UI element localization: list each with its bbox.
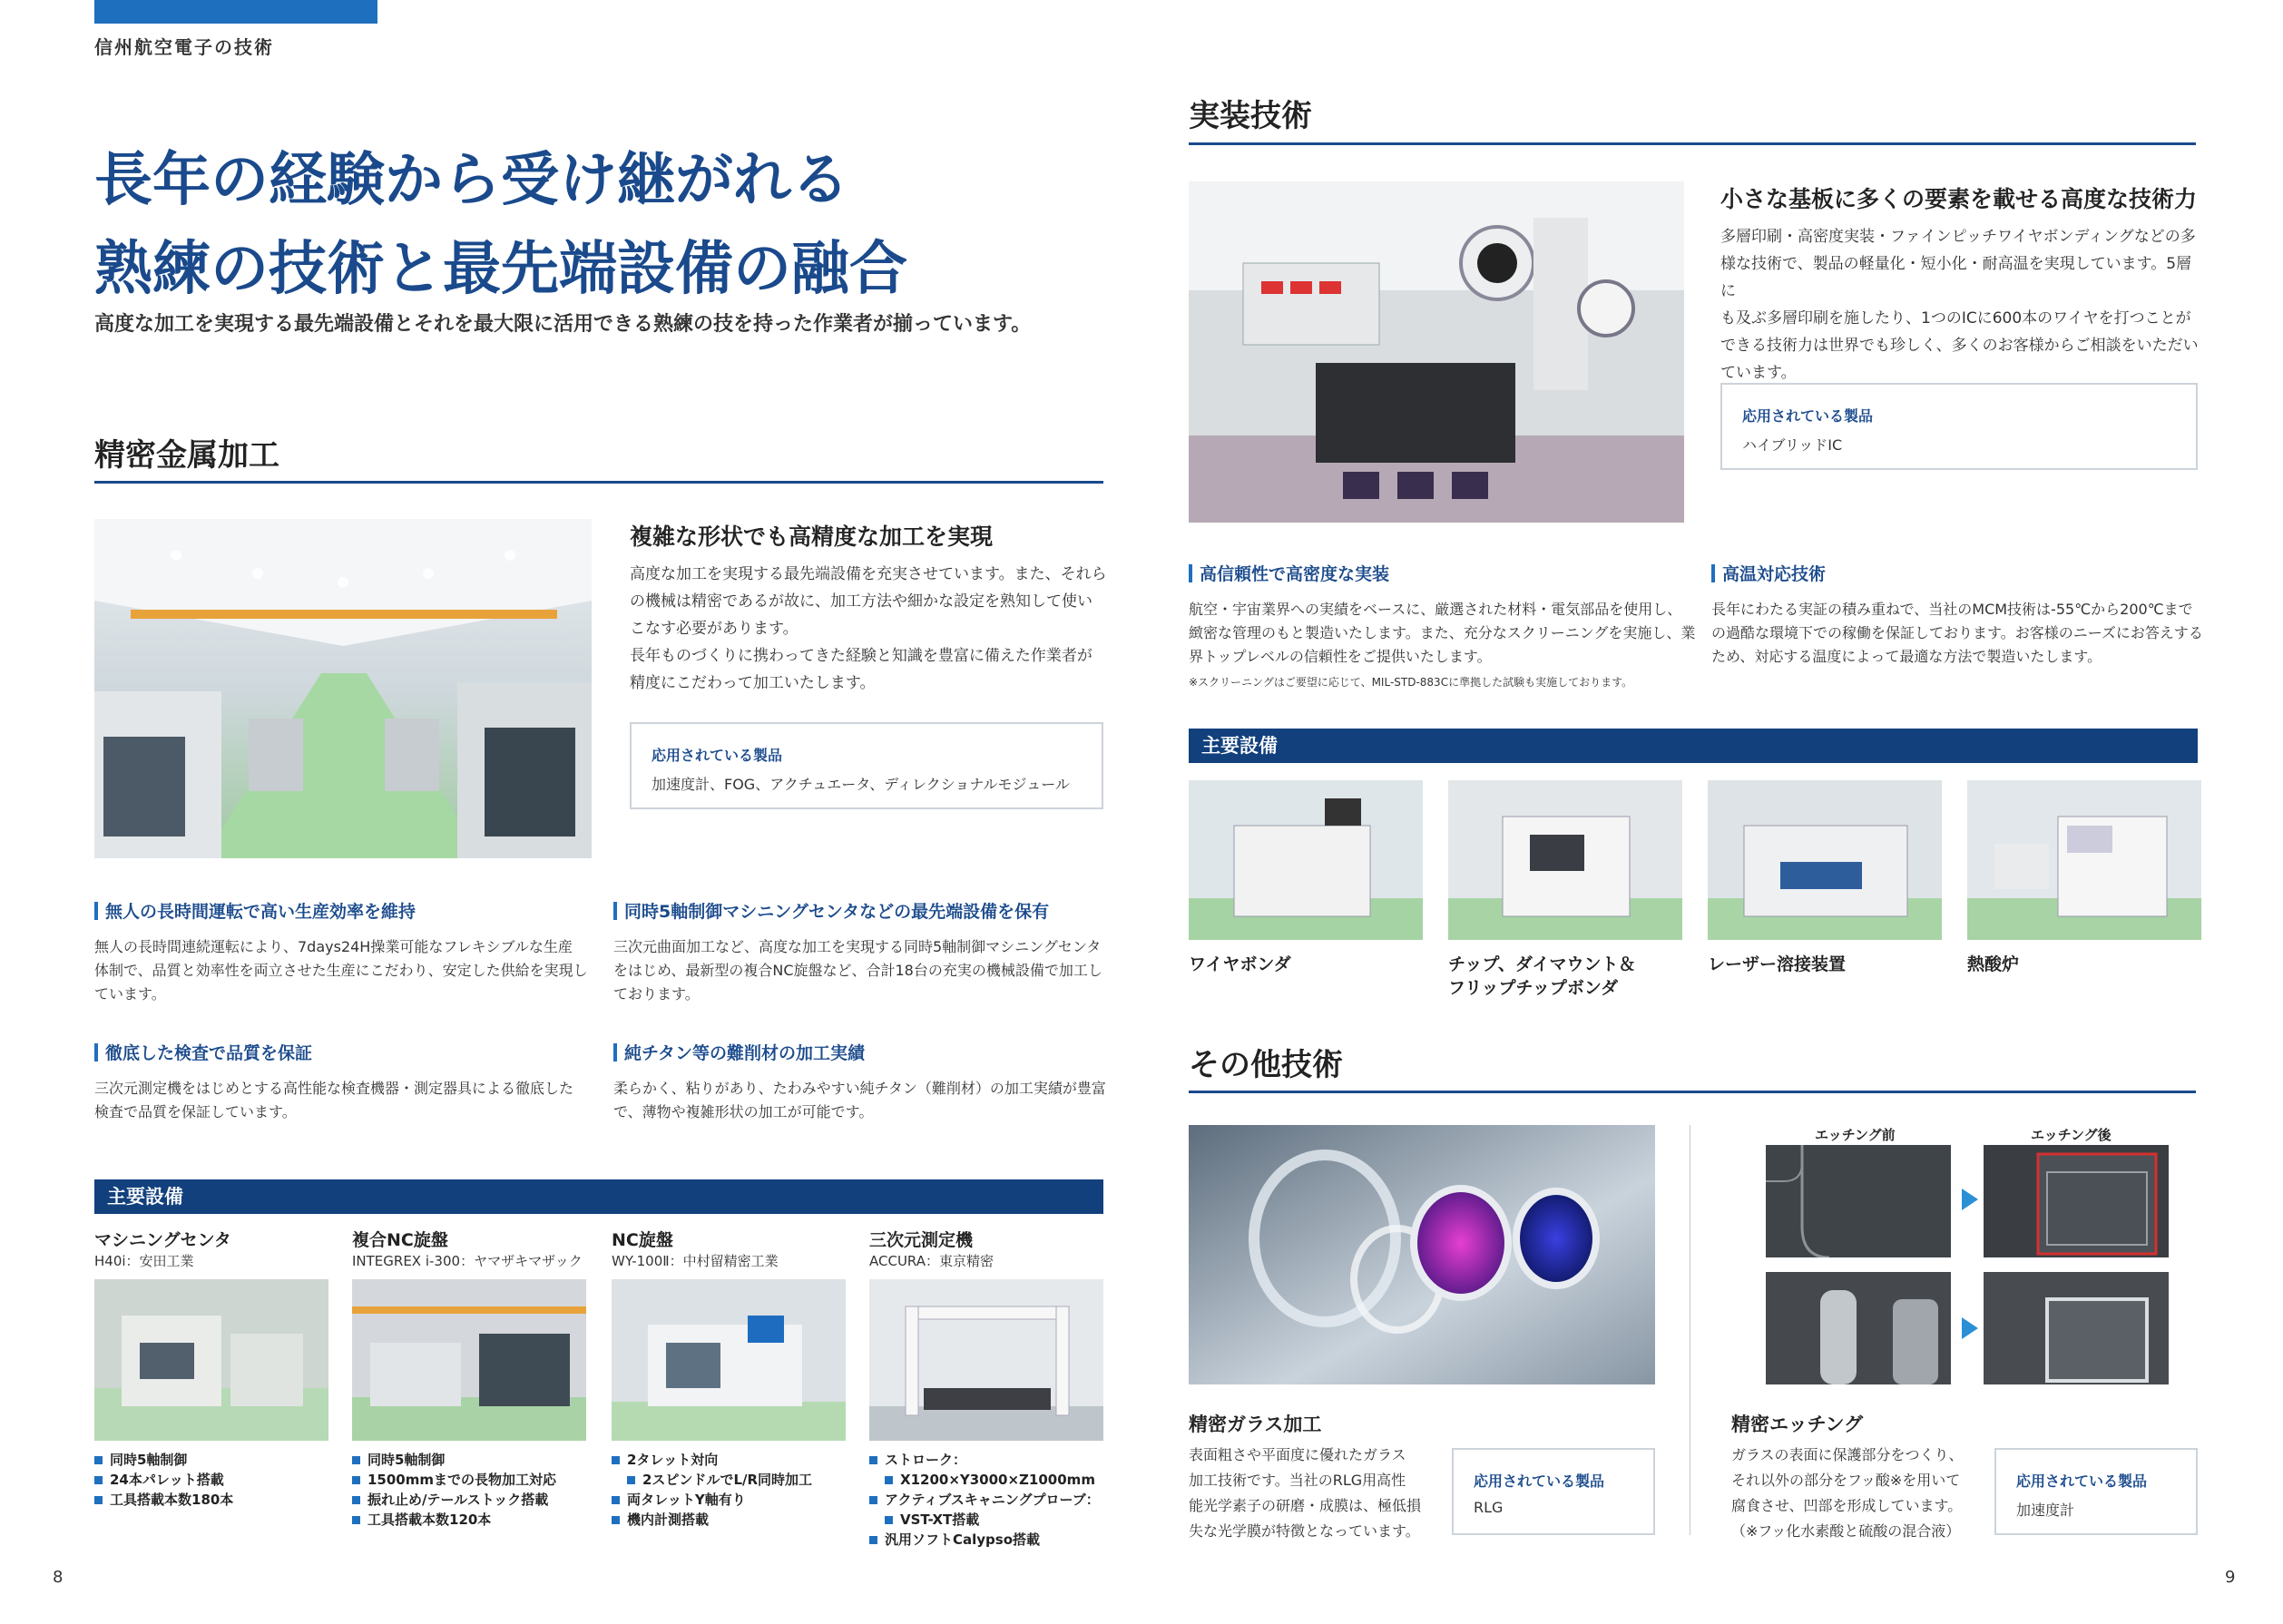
glass-title: 精密ガラス加工 (1189, 1414, 1322, 1435)
etching-text-line: （※フッ化水素酸と硫酸の混合液） (1731, 1522, 1961, 1540)
feature-title: 高温対応技術 (1711, 561, 2219, 585)
metal-body (630, 561, 1111, 697)
mount-section-rule (1189, 142, 2196, 145)
etching-after-top-image (1984, 1145, 2169, 1257)
mount-feature-2 (1711, 561, 2219, 669)
page-number-right: 9 (2225, 1568, 2236, 1587)
equipment-photo (94, 1279, 328, 1441)
equipment-spec: ストローク： (869, 1450, 1114, 1470)
equipment-photo (1967, 780, 2201, 940)
glass-text-line: 表面粗さや平面度に優れたガラス (1189, 1446, 1406, 1463)
feature-text-line: 検査で品質を保証しています。 (94, 1103, 297, 1120)
equipment-spec: 機内計測搭載 (612, 1510, 857, 1530)
metal-body-line: 精度にこだわって加工いたします。 (630, 674, 876, 692)
lead-text: 高度な加工を実現する最先端設備とそれを最大限に活用できる熟練の技を持った作業者が揃っています。 (94, 313, 1032, 336)
feature-title: 高信頼性で高密度な実装 (1189, 561, 1706, 585)
mount-body-line: できる技術力は世界でも珍しく、多くのお客様からご相談をいただい (1720, 337, 2199, 355)
equipment-photo (869, 1279, 1103, 1441)
headline-line-1: 長年の経験から受け継がれる (94, 147, 849, 214)
equipment-card-4 (869, 1227, 1114, 1550)
products-box-text: 加速度計、FOG、アクチュエータ、ディレクショナルモジュール (652, 776, 1070, 793)
feature-text-line: 航空・宇宙業界への実績をベースに、厳選された材料・電気部品を使用し、 (1189, 601, 1682, 618)
equipment-spec: 1500mmまでの長物加工対応 (352, 1470, 606, 1490)
equipment-card-3 (612, 1227, 857, 1530)
equipment-name: マシニングセンタ (94, 1230, 231, 1250)
headline-line-2: 熟練の技術と最先端設備の融合 (94, 236, 907, 303)
equipment-spec: 24本パレット搭載 (94, 1470, 339, 1490)
metal-equipment-bar: 主要設備 (94, 1179, 1103, 1214)
products-box-title: 応用されている製品 (1474, 1472, 1605, 1490)
equipment-photo (612, 1279, 846, 1441)
equipment-spec-cont: VST-XT搭載 (869, 1510, 1114, 1530)
etching-text-line: ガラスの表面に保護部分をつくり、 (1731, 1446, 1964, 1463)
mount-equipment-2 (1448, 780, 1693, 1000)
etching-text (1731, 1443, 1994, 1544)
etching-before-label: エッチング前 (1815, 1127, 1896, 1143)
products-box-title: 応用されている製品 (652, 747, 783, 764)
etching-text-line: 腐食させ、凹部を形成しています。 (1731, 1497, 1963, 1514)
etching-products-box (1994, 1448, 2198, 1535)
other-section-title: その他技術 (1189, 1047, 1343, 1083)
equipment-caption: フリップチップボンダ (1448, 978, 1619, 998)
etching-after-bottom-image (1984, 1272, 2169, 1384)
equipment-model: ACCURA：東京精密 (869, 1253, 995, 1269)
glass-text-line: 加工技術です。当社のRLG用高性 (1189, 1472, 1406, 1489)
products-box-text: 加速度計 (2016, 1502, 2075, 1519)
glass-text-line: 能光学素子の研磨・成膜は、極低損 (1189, 1497, 1422, 1514)
equipment-caption: レーザー溶接装置 (1708, 954, 1847, 974)
metal-section-title: 精密金属加工 (94, 437, 279, 474)
mount-equipment-bar: 主要設備 (1189, 729, 2198, 763)
page-headline (94, 136, 907, 314)
metal-section-rule (94, 481, 1103, 484)
equipment-model: WY-100Ⅱ：中村留精密工業 (612, 1253, 779, 1269)
equipment-photo (1189, 780, 1423, 940)
etching-after-label: エッチング後 (2031, 1127, 2112, 1143)
equipment-caption: チップ、ダイマウント＆ (1448, 954, 1636, 974)
products-box-title: 応用されている製品 (1742, 407, 1874, 425)
mount-body-line: 様な技術で、製品の軽量化・短小化・耐高温を実現しています。5層に (1720, 255, 2192, 300)
equipment-caption: ワイヤボンダ (1189, 954, 1291, 974)
feature-text-line: 体制で、品質と効率性を両立させた生産にこだわり、安定した供給を実現し (94, 962, 588, 979)
feature-text-line: ています。 (94, 985, 166, 1003)
equipment-photo (1708, 780, 1942, 940)
feature-text-line: をはじめ、最新型の複合NC旋盤など、合計18台の充実の機械設備で加工し (613, 962, 1102, 979)
equipment-card-1 (94, 1227, 339, 1510)
equipment-card-2 (352, 1227, 606, 1530)
feature-text-line: 三次元曲面加工など、高度な加工を実現する同時5軸制御マシニングセンタ (613, 938, 1102, 955)
mount-body-line: 多層印刷・高密度実装・ファインピッチワイヤボンディングなどの多 (1720, 228, 2196, 246)
mount-equipment-3 (1708, 780, 1953, 976)
metal-feature-1 (94, 898, 603, 1006)
etching-before-top-image (1766, 1145, 1951, 1257)
feature-text-line: 緻密な管理のもと製造いたします。また、充分なスクリーニングを実施し、業 (1189, 624, 1696, 641)
equipment-spec: 同時5軸制御 (94, 1450, 339, 1470)
other-section-rule (1189, 1091, 2196, 1093)
feature-text-line: 無人の長時間連続運転により、7days24H操業可能なフレキシブルな生産 (94, 938, 573, 955)
equipment-photo (1448, 780, 1682, 940)
metal-body-line: の機械は精密であるが故に、加工方法や細かな設定を熟知して使い (630, 592, 1093, 611)
products-box-text: RLG (1474, 1499, 1504, 1516)
products-box-text: ハイブリッドIC (1742, 436, 1843, 454)
mount-products-box (1720, 383, 2198, 470)
feature-text-line: で、薄物や複雑形状の加工が可能です。 (613, 1103, 874, 1120)
equipment-name: NC旋盤 (612, 1230, 673, 1250)
equipment-name: 複合NC旋盤 (352, 1230, 448, 1250)
equipment-model: INTEGREX i-300：ヤマザキマザック (352, 1253, 583, 1269)
feature-note: ※スクリーニングはご要望に応じて、MIL-STD-883Cに準拠した試験も実施しております。 (1189, 676, 1633, 689)
equipment-spec: アクティブスキャニングプローブ： (869, 1490, 1114, 1510)
mount-body (1720, 223, 2201, 386)
mount-lab-photo (1189, 181, 1684, 523)
equipment-spec: 汎用ソフトCalypso搭載 (869, 1530, 1114, 1550)
equipment-spec: 振れ止め/テールストック搭載 (352, 1490, 606, 1510)
glass-products-box (1452, 1448, 1655, 1535)
feature-title: 純チタン等の難削材の加工実績 (613, 1040, 1122, 1064)
equipment-name: 三次元測定機 (869, 1230, 974, 1250)
arrow-right-icon (1962, 1317, 1978, 1339)
metal-subhead: 複雑な形状でも高精度な加工を実現 (630, 523, 994, 550)
feature-title: 同時5軸制御マシニングセンタなどの最先端設備を保有 (613, 898, 1122, 923)
glass-optics-photo (1189, 1125, 1655, 1384)
feature-title: 無人の長時間運転で高い生産効率を維持 (94, 898, 603, 923)
equipment-caption: 熱酸炉 (1967, 954, 2020, 974)
metal-feature-4 (613, 1040, 1122, 1124)
factory-photo (94, 519, 592, 858)
feature-text-line: 界トップレベルの信頼性をご提供いたします。 (1189, 648, 1492, 665)
feature-title: 徹底した検査で品質を保証 (94, 1040, 603, 1064)
mount-subhead: 小さな基板に多くの要素を載せる高度な技術力 (1720, 186, 2198, 212)
metal-feature-2 (613, 898, 1122, 1006)
equipment-model: H40i：安田工業 (94, 1253, 194, 1269)
metal-body-line: 高度な加工を実現する最先端設備を充実させています。また、それら (630, 565, 1107, 583)
feature-text-line: の過酷な環境下での稼働を保証しております。お客様のニーズにお答えする (1711, 624, 2203, 641)
equipment-spec: 工具搭載本数120本 (352, 1510, 606, 1530)
etching-text-line: それ以外の部分をフッ酸※を用いて (1731, 1472, 1961, 1489)
glass-text (1189, 1443, 1434, 1544)
feature-text-line: ております。 (613, 985, 700, 1003)
metal-body-line: こなす必要があります。 (630, 620, 799, 638)
equipment-spec-cont: X1200×Y3000×Z1000mm (869, 1470, 1114, 1490)
equipment-spec-cont: 2スピンドルでL/R同時加工 (612, 1470, 857, 1490)
equipment-photo (352, 1279, 586, 1441)
equipment-spec: 両タレットY軸有り (612, 1490, 857, 1510)
products-box-title: 応用されている製品 (2016, 1472, 2148, 1490)
metal-body-line: 長年ものづくりに携わってきた経験と知識を豊富に備えた作業者が (630, 647, 1093, 665)
mount-feature-1 (1189, 561, 1706, 690)
page-number-left: 8 (53, 1568, 64, 1587)
mount-equipment-1 (1189, 780, 1434, 976)
equipment-spec: 2タレット対向 (612, 1450, 857, 1470)
etching-before-bottom-image (1766, 1272, 1951, 1384)
metal-feature-3 (94, 1040, 603, 1124)
equipment-spec: 工具搭載本数180本 (94, 1490, 339, 1510)
glass-text-line: 失な光学膜が特徴となっています。 (1189, 1522, 1420, 1540)
mount-equipment-4 (1967, 780, 2212, 976)
feature-text-line: 長年にわたる実証の積み重ねで、当社のMCM技術は-55℃から200℃まで (1711, 601, 2193, 618)
mount-section-title: 実装技術 (1189, 98, 1312, 134)
mount-body-line: ています。 (1720, 364, 1797, 382)
arrow-right-icon (1962, 1189, 1978, 1210)
top-accent-bar (94, 0, 377, 24)
feature-text-line: ため、対応する温度によって最適な方法で製造いたします。 (1711, 648, 2102, 665)
etching-title: 精密エッチング (1731, 1414, 1864, 1435)
metal-products-box (630, 722, 1103, 809)
feature-text-line: 柔らかく、粘りがあり、たわみやすい純チタン（難削材）の加工実績が豊富 (613, 1080, 1106, 1097)
equipment-spec: 同時5軸制御 (352, 1450, 606, 1470)
section-label: 信州航空電子の技術 (94, 36, 274, 58)
mount-body-line: も及ぶ多層印刷を施したり、1つのICに600本のワイヤを打つことが (1720, 309, 2191, 328)
feature-text-line: 三次元測定機をはじめとする高性能な検査機器・測定器具による徹底した (94, 1080, 574, 1097)
